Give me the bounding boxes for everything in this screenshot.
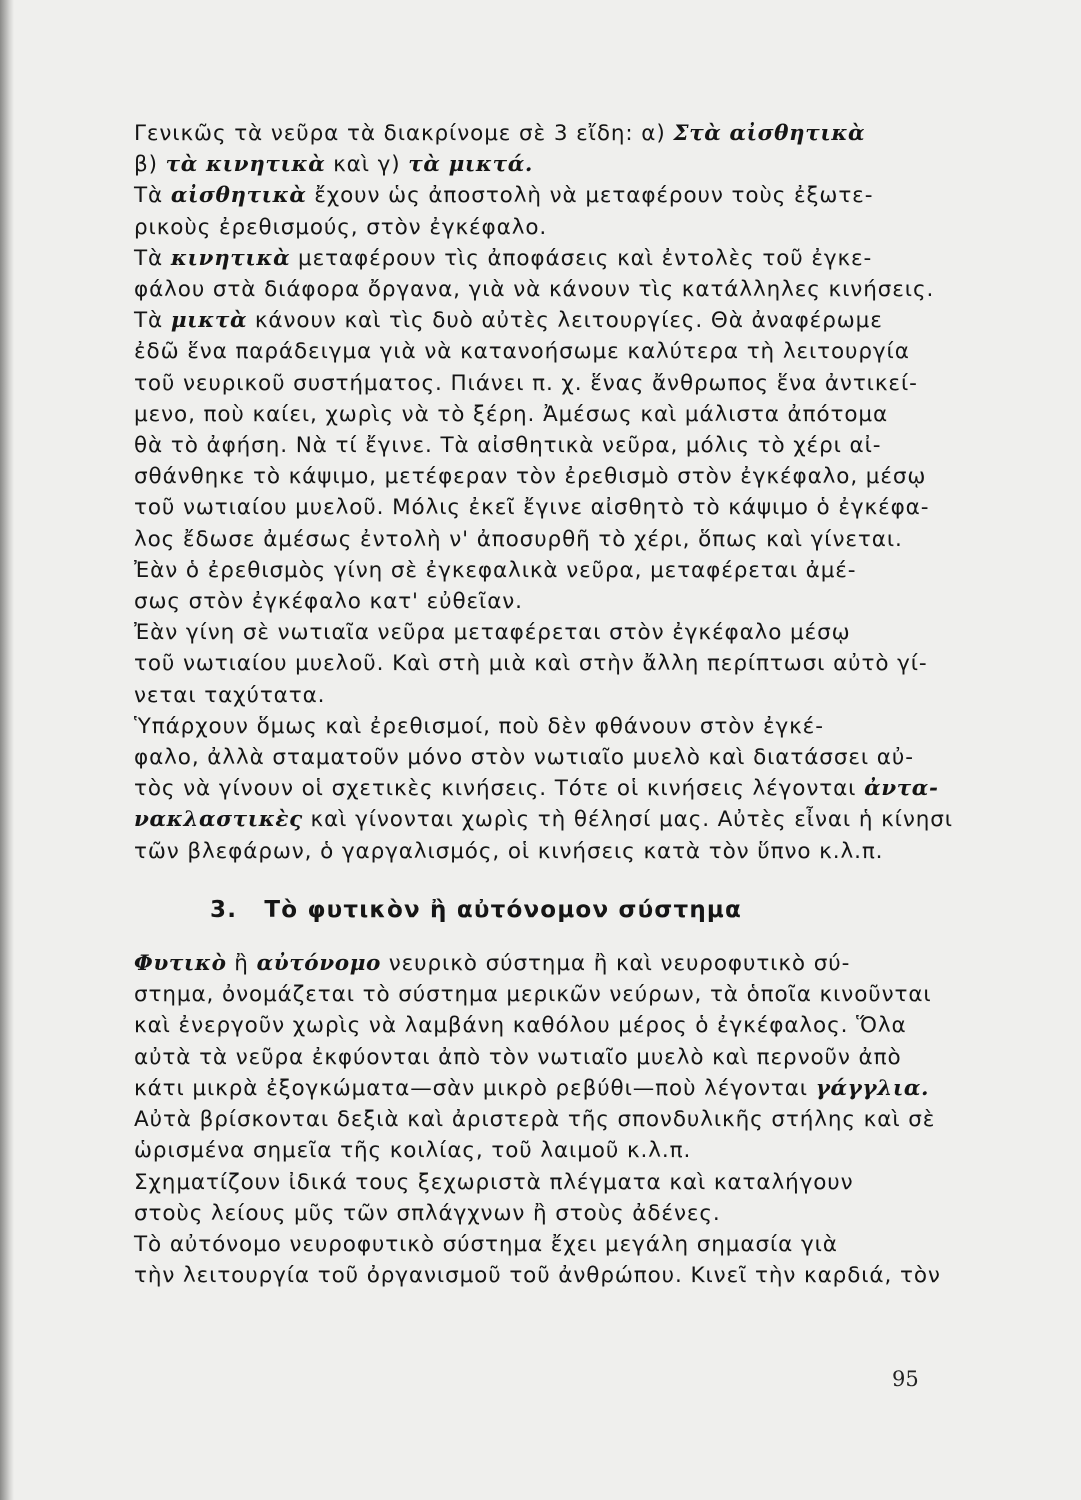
- text-run: β): [134, 152, 166, 178]
- paragraph: [134, 617, 926, 711]
- text-line: [134, 1010, 926, 1041]
- text-run: τῶν βλεφάρων, ὁ γαργαλισμός, οἱ κινήσεις κατὰ τὸν ὕπνο κ.λ.π.: [134, 838, 884, 864]
- text-line: [134, 1104, 936, 1135]
- emphasized-term: γάγγλια.: [815, 1075, 930, 1101]
- paragraph: [134, 948, 936, 1166]
- text-line: [134, 399, 926, 430]
- text-run: στημα, ὀνομάζεται τὸ σύστημα μερικῶν νεύρων, τὰ ὁποῖα κινοῦνται: [134, 982, 932, 1008]
- text-run: αὐτὰ τὰ νεῦρα ἐκφύονται ἀπὸ τὸν νωτιαῖο μυελὸ καὶ περνοῦν ἀπὸ: [134, 1044, 902, 1070]
- text-run: στοὺς λείους μῦς τῶν σπλάγχνων ἢ στοὺς ἀδένες.: [134, 1200, 721, 1226]
- text-line: [134, 680, 926, 711]
- text-line: [134, 180, 926, 211]
- text-run: καὶ γ): [325, 152, 409, 178]
- text-line: [134, 212, 926, 243]
- text-run: σως στὸν ἐγκέφαλο κατ' εὐθεῖαν.: [134, 589, 523, 615]
- text-line: [134, 1229, 926, 1260]
- text-line: [134, 586, 926, 617]
- text-run: νεται ταχύτατα.: [134, 682, 326, 708]
- text-run: καὶ γίνονται χωρὶς τὴ θέλησί μας. Αὐτὲς εἶναι ἡ κίνησι: [302, 807, 953, 833]
- emphasized-term: τὰ μικτά.: [408, 152, 533, 178]
- text-line: [134, 555, 926, 586]
- text-line: [134, 1042, 926, 1073]
- paragraph: [134, 555, 926, 617]
- text-run: Γενικῶς τὰ νεῦρα τὰ διακρίνομε σὲ 3 εἴδη: α): [134, 121, 674, 146]
- page-number: 95: [892, 1367, 919, 1391]
- text-run: τοῦ νωτιαίου μυελοῦ. Καὶ στὴ μιὰ καὶ στὴν ἄλλη περίπτωσι αὐτὸ γί-: [134, 651, 928, 677]
- text-run: Ὑπάρχουν ὅμως καὶ ἐρεθισμοί, ποὺ δὲν φθάνουν στὸν ἐγκέ-: [134, 713, 824, 739]
- text-run: τὴν λειτουργία τοῦ ὀργανισμοῦ τοῦ ἀνθρώπου. Κινεῖ τὴν καρδιά, τὸν: [134, 1263, 941, 1289]
- emphasized-term: αἰσθητικὰ: [170, 183, 307, 209]
- section-number: 3.: [210, 896, 238, 923]
- section-title: Τὸ φυτικὸν ἢ αὐτόνομον σύστημα: [264, 896, 743, 923]
- text-run: Ἐὰν γίνη σὲ νωτιαῖα νεῦρα μεταφέρεται στὸν ἐγκέφαλο μέσῳ: [134, 620, 851, 646]
- text-run: Τὰ: [134, 308, 171, 334]
- paragraphs-before-heading: [134, 118, 953, 867]
- text-run: ἐδῶ ἕνα παράδειγμα γιὰ νὰ κατανοήσωμε καλύτερα τὴ λειτουργία: [134, 339, 910, 365]
- text-line: [134, 243, 926, 274]
- text-line: [134, 461, 926, 492]
- paragraph: [134, 711, 953, 867]
- text-run: ἢ: [226, 951, 257, 977]
- text-line: [134, 836, 926, 867]
- text-line: [134, 274, 935, 305]
- text-line: [134, 1073, 930, 1104]
- text-column: [134, 118, 953, 1291]
- text-run: μεταφέρουν τὶς ἀποφάσεις καὶ ἐντολὲς τοῦ ἐγκε-: [290, 245, 873, 271]
- text-run: καὶ ἐνεργοῦν χωρὶς νὰ λαμβάνη καθόλου μέρος ὁ ἐγκέφαλος. Ὅλα: [134, 1013, 907, 1039]
- paragraph: [134, 243, 935, 305]
- text-line: [134, 1260, 941, 1291]
- text-run: τοῦ νωτιαίου μυελοῦ. Μόλις ἐκεῖ ἔγινε αἰσθητὸ τὸ κάψιμο ὁ ἐγκέφα-: [134, 495, 930, 521]
- paragraph: [134, 1229, 941, 1291]
- page-binding-edge: [0, 0, 14, 1500]
- text-line: [134, 773, 939, 804]
- text-run: ὡρισμένα σημεῖα τῆς κοιλίας, τοῦ λαιμοῦ κ.λ.π.: [134, 1138, 692, 1164]
- text-run: τὸς νὰ γίνουν οἱ σχετικὲς κινήσεις. Τότε οἱ κινήσεις λέγονται: [134, 776, 865, 802]
- emphasized-term: κινητικὰ: [170, 245, 291, 271]
- emphasized-term: νακλαστικὲς: [134, 807, 303, 833]
- emphasized-term: αὐτόνομο: [256, 951, 381, 977]
- paragraph: [134, 1167, 926, 1229]
- text-run: κάτι μικρὰ ἐξογκώματα—σὰν μικρὸ ρεβύθι—ποὺ λέγονται: [134, 1075, 816, 1101]
- text-run: ρικοὺς ἐρεθισμούς, στὸν ἐγκέφαλο.: [134, 214, 548, 240]
- emphasized-term: τὰ κινητικὰ: [165, 152, 326, 178]
- text-line: [134, 1198, 926, 1229]
- text-run: Τὸ αὐτόνομο νευροφυτικὸ σύστημα ἔχει μεγάλη σημασία γιὰ: [134, 1231, 838, 1257]
- text-line: [134, 742, 926, 773]
- text-run: σθάνθηκε τὸ κάψιμο, μετέφεραν τὸν ἐρεθισμὸ στὸν ἐγκέφαλο, μέσῳ: [134, 464, 927, 490]
- text-run: μενο, ποὺ καίει, χωρὶς νὰ τὸ ξέρη. Ἀμέσως καὶ μάλιστα ἀπότομα: [134, 401, 889, 427]
- text-line: [134, 305, 926, 336]
- text-line: [134, 711, 926, 742]
- text-line: [134, 617, 926, 648]
- text-line: [134, 336, 926, 367]
- text-run: τοῦ νευρικοῦ συστήματος. Πιάνει π. χ. ἕνας ἄνθρωπος ἕνα ἀντικεί-: [134, 370, 918, 396]
- text-line: [134, 524, 926, 555]
- text-line: [134, 948, 926, 979]
- text-line: [134, 1167, 926, 1198]
- text-line: [134, 118, 926, 149]
- text-run: θὰ τὸ ἀφήση. Νὰ τί ἔγινε. Τὰ αἰσθητικὰ νεῦρα, μόλις τὸ χέρι αἰ-: [134, 433, 882, 459]
- emphasized-term: μικτὰ: [170, 308, 248, 334]
- text-run: λος ἔδωσε ἀμέσως ἐντολὴ ν' ἀποσυρθῆ τὸ χέρι, ὅπως καὶ γίνεται.: [134, 526, 903, 552]
- text-run: Τὰ: [134, 183, 171, 209]
- text-line: [134, 1135, 926, 1166]
- text-line: [134, 149, 926, 180]
- text-line: [134, 979, 932, 1010]
- text-run: κάνουν καὶ τὶς δυὸ αὐτὲς λειτουργίες. Θὰ ἀναφέρωμε: [247, 308, 883, 334]
- text-run: Τὰ: [134, 245, 171, 271]
- text-line: [134, 368, 926, 399]
- paragraph: [134, 305, 930, 555]
- text-run: φαλο, ἀλλὰ σταματοῦν μόνο στὸν νωτιαῖο μυελὸ καὶ διατάσσει αὐ-: [134, 745, 914, 771]
- text-run: φάλου στὰ διάφορα ὄργανα, γιὰ νὰ κάνουν τὶς κατάλληλες κινήσεις.: [134, 277, 935, 303]
- text-line: [134, 492, 930, 523]
- text-line: [134, 804, 953, 835]
- text-run: Σχηματίζουν ἰδικά τους ξεχωριστὰ πλέγματα καὶ καταλήγουν: [134, 1169, 854, 1195]
- text-run: ἔχουν ὡς ἀποστολὴ νὰ μεταφέρουν τοὺς ἐξωτε-: [306, 183, 874, 209]
- text-run: Ἐὰν ὁ ἐρεθισμὸς γίνη σὲ ἐγκεφαλικὰ νεῦρα, μεταφέρεται ἀμέ-: [134, 557, 857, 583]
- section-heading: [210, 895, 926, 926]
- text-run: Αὐτὰ βρίσκονται δεξιὰ καὶ ἀριστερὰ τῆς σπονδυλικῆς στήλης καὶ σὲ: [134, 1107, 936, 1133]
- text-line: [134, 648, 926, 679]
- paragraphs-after-heading: [134, 948, 941, 1291]
- emphasized-term: Φυτικὸ: [134, 951, 227, 977]
- text-line: [134, 430, 926, 461]
- paragraph: [134, 118, 926, 180]
- emphasized-term: ἀντα-: [864, 776, 939, 802]
- emphasized-term: Στὰ αἰσθητικὰ: [673, 121, 866, 146]
- paragraph: [134, 180, 926, 242]
- text-run: νευρικὸ σύστημα ἢ καὶ νευροφυτικὸ σύ-: [380, 951, 851, 977]
